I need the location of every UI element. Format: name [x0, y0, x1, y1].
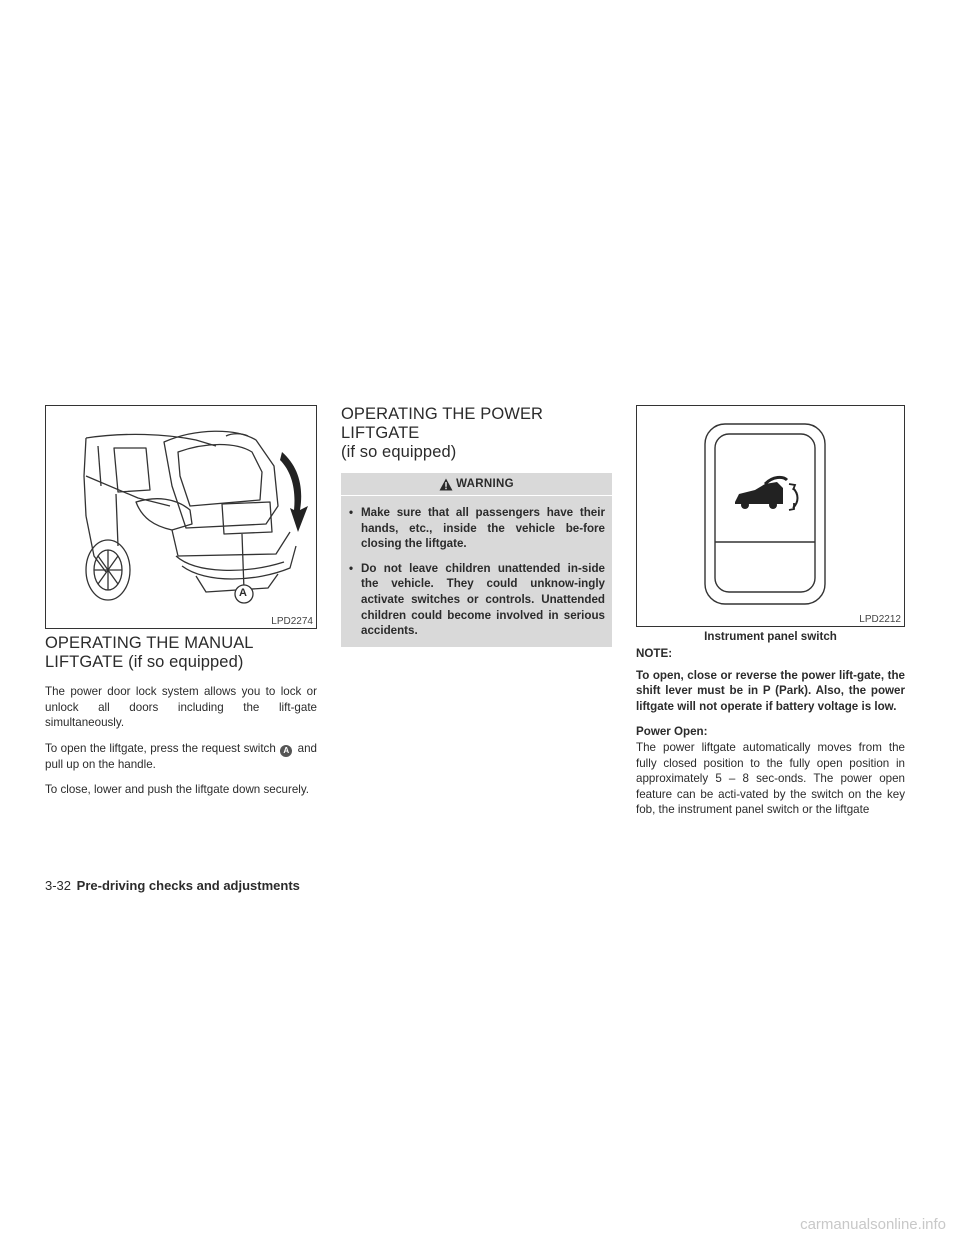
- vehicle-rear-illustration: [46, 406, 316, 628]
- column-right: [636, 405, 905, 818]
- manual-paragraph-3: To close, lower and push the liftgate down securely.: [45, 783, 310, 797]
- warning-title: WARNING: [456, 478, 514, 490]
- liftgate-switch-drawing: [637, 406, 904, 626]
- warning-header: [341, 473, 612, 496]
- warning-box: [341, 473, 612, 647]
- figure-id-left: LPD2274: [271, 616, 313, 627]
- liftgate-open-icon: [735, 477, 798, 510]
- page-number: 3-32: [45, 878, 72, 893]
- manual-paragraph-2: To open the liftgate, press the request switch A and pull up on the handle.: [45, 741, 317, 771]
- liftgate-illustration: [45, 405, 317, 629]
- callout-a: A: [239, 587, 247, 599]
- page-footer: [45, 878, 300, 893]
- column-left: [45, 405, 317, 798]
- power-open-heading: Power Open:: [636, 725, 708, 739]
- note-label: NOTE:: [636, 647, 673, 660]
- power-open-text: The power liftgate automatically moves from the fully closed position to the fully open position in approximately 5 – 8 sec-onds. The power open feature can be acti-vated by the switch on the key fob, the instrument panel switch or the liftgate: [636, 740, 905, 817]
- ref-a-icon: A: [280, 745, 292, 757]
- warning-list: [348, 505, 605, 639]
- warning-item: • Do not leave children unattended in-side the vehicle. They could unknow-ingly activate switches or controls. Unattended children could become involved in serious accidents.: [349, 561, 605, 638]
- warning-triangle-icon: [439, 478, 453, 491]
- manual-liftgate-heading: OPERATING THE MANUAL LIFTGATE (if so equipped): [45, 634, 254, 671]
- manual-paragraph-1: The power door lock system allows you to lock or unlock all doors including the lift-gate simultaneously.: [45, 685, 317, 730]
- watermark: carmanualsonline.info: [800, 1216, 946, 1233]
- figure-caption: Instrument panel switch: [704, 630, 837, 643]
- column-middle: [341, 405, 612, 647]
- power-liftgate-heading: OPERATING THE POWER LIFTGATE (if so equipped): [341, 405, 544, 461]
- section-title: Pre-driving checks and adjustments: [76, 878, 300, 893]
- warning-item: • Make sure that all passengers have their hands, etc., inside the vehicle be-fore closing the liftgate.: [349, 506, 605, 551]
- figure-id-right: LPD2212: [859, 614, 901, 625]
- note-text: To open, close or reverse the power lift-gate, the shift lever must be in P (Park). Also, the power liftgate will not operate if battery voltage is low.: [636, 668, 905, 713]
- instrument-switch-illustration: [636, 405, 905, 627]
